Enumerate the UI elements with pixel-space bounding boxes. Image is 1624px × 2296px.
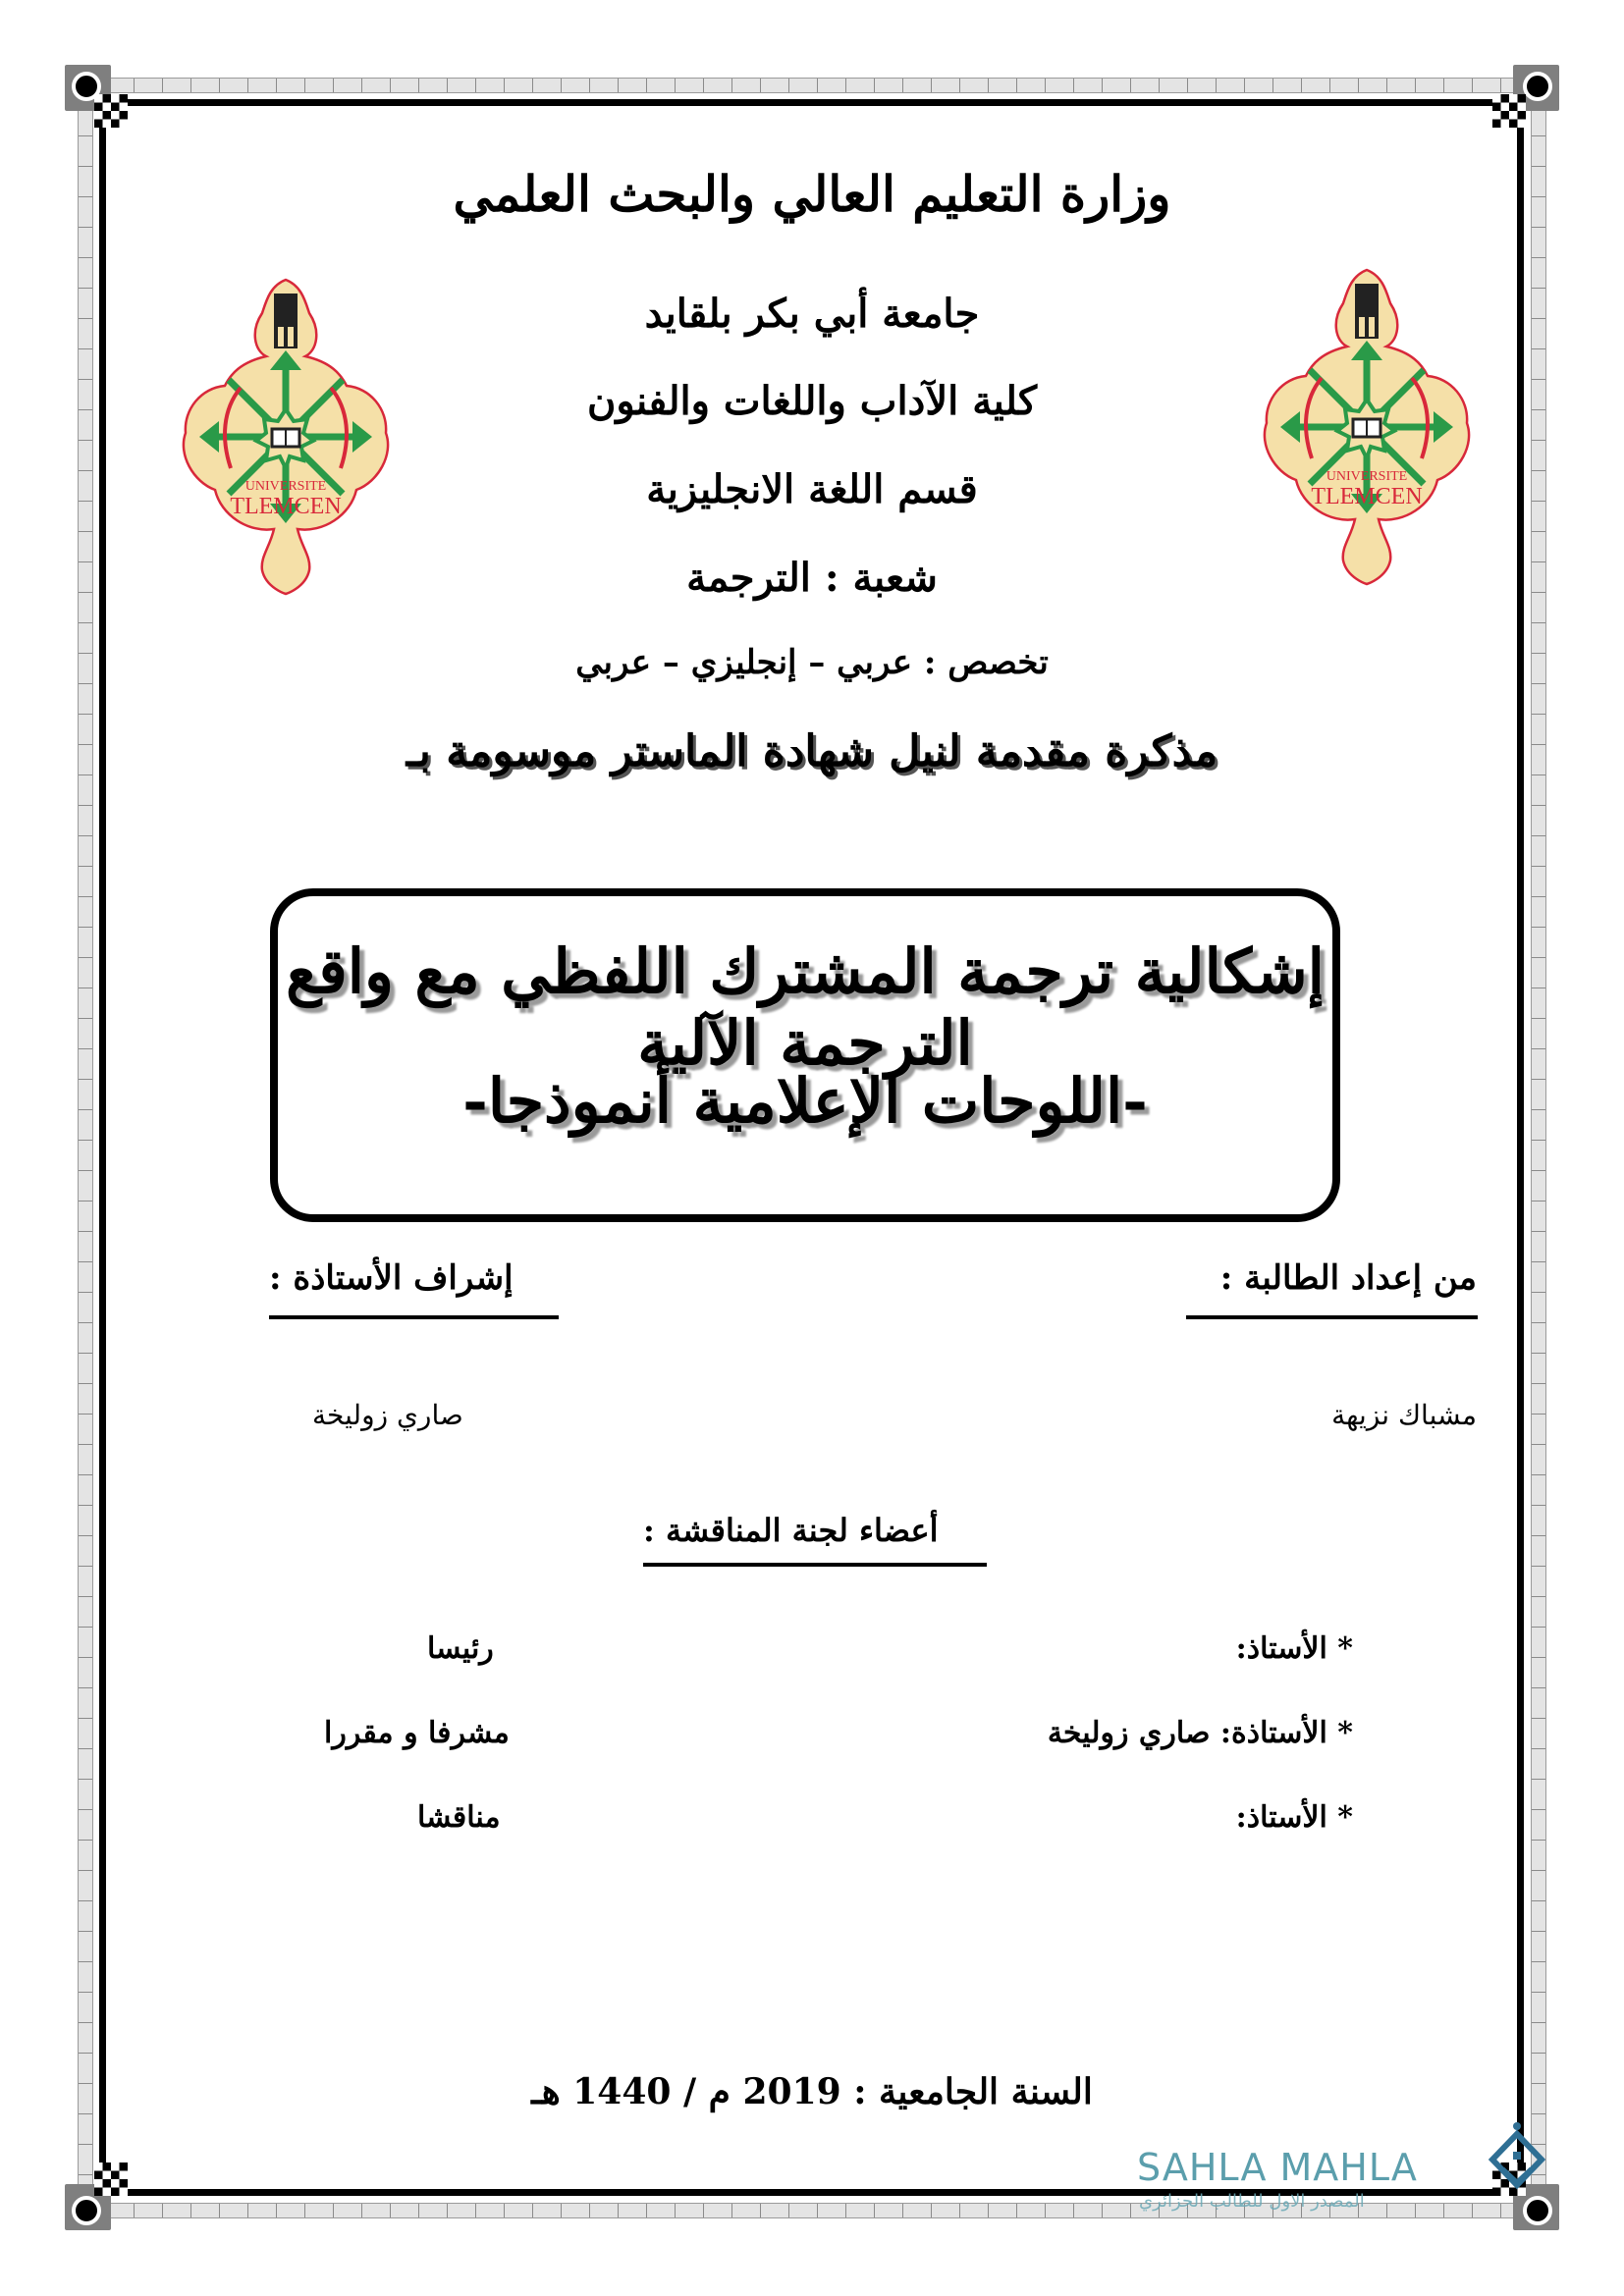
svg-text:UNIVERSITE: UNIVERSITE: [244, 479, 327, 494]
svg-text:TLEMCEN: TLEMCEN: [1311, 484, 1423, 509]
thesis-title-line1: إشكالية ترجمة المشترك اللفظي مع واقع الترجمة الآلية: [286, 935, 1325, 1079]
prepared-by-underline: [1186, 1315, 1478, 1319]
branch-name: شعبة : الترجمة: [686, 555, 938, 601]
jury-heading-underline: [643, 1563, 987, 1567]
thesis-title-line2: -اللوحات الإعلامية أنموذجا-: [462, 1065, 1148, 1137]
svg-text:UNIVERSITE: UNIVERSITE: [1326, 469, 1408, 484]
frame-corner-checker: [1492, 94, 1526, 128]
watermark-subtitle: المصدر الاول للطالب الجزائري: [1139, 2191, 1365, 2212]
jury-member-2-title: * الأستاذة: صاري زوليخة: [1047, 1716, 1353, 1750]
supervised-by-underline: [269, 1315, 559, 1319]
frame-corner-checker: [94, 94, 128, 128]
jury-member-1-role: رئيسا: [427, 1631, 494, 1666]
frame-corner-checker: [94, 2163, 128, 2196]
thesis-title-box: [270, 888, 1340, 1222]
watermark-logo-icon: [1483, 2120, 1551, 2209]
watermark-title: SAHLA MAHLA: [1137, 2146, 1418, 2189]
prepared-by-label: من إعداد الطالبة :: [1219, 1258, 1477, 1298]
jury-member-3-role: مناقشا: [417, 1800, 501, 1835]
jury-member-2-role: مشرفا و مقررا: [324, 1716, 510, 1750]
department-name: قسم اللغة الانجليزية: [646, 466, 978, 512]
jury-member-3-title: * الأستاذ:: [1235, 1800, 1353, 1835]
student-name: مشباك نزيهة: [1331, 1399, 1477, 1431]
jury-member-1-title: * الأستاذ:: [1235, 1631, 1353, 1666]
specialty-name: تخصص : عربي – إنجليزي – عربي: [575, 643, 1049, 682]
frame-top-strip: [106, 78, 1518, 93]
supervisor-name: صاري زوليخة: [312, 1399, 463, 1431]
ministry-title: وزارة التعليم العالي والبحث العلمي: [453, 165, 1171, 223]
university-name: جامعة أبي بكر بلقايد: [644, 291, 980, 337]
frame-top-line: [106, 99, 1518, 106]
academic-year: السنة الجامعية : 2019 م / 1440 هـ: [531, 2071, 1093, 2112]
svg-text:TLEMCEN: TLEMCEN: [230, 494, 342, 519]
jury-heading: أعضاء لجنة المناقشة :: [643, 1512, 939, 1549]
supervised-by-label: إشراف الأستاذة :: [269, 1258, 514, 1298]
faculty-name: كلية الآداب واللغات والفنون: [586, 378, 1038, 424]
memo-line: مذكرة مقدمة لنيل شهادة الماستر موسومة بـ: [406, 726, 1218, 776]
